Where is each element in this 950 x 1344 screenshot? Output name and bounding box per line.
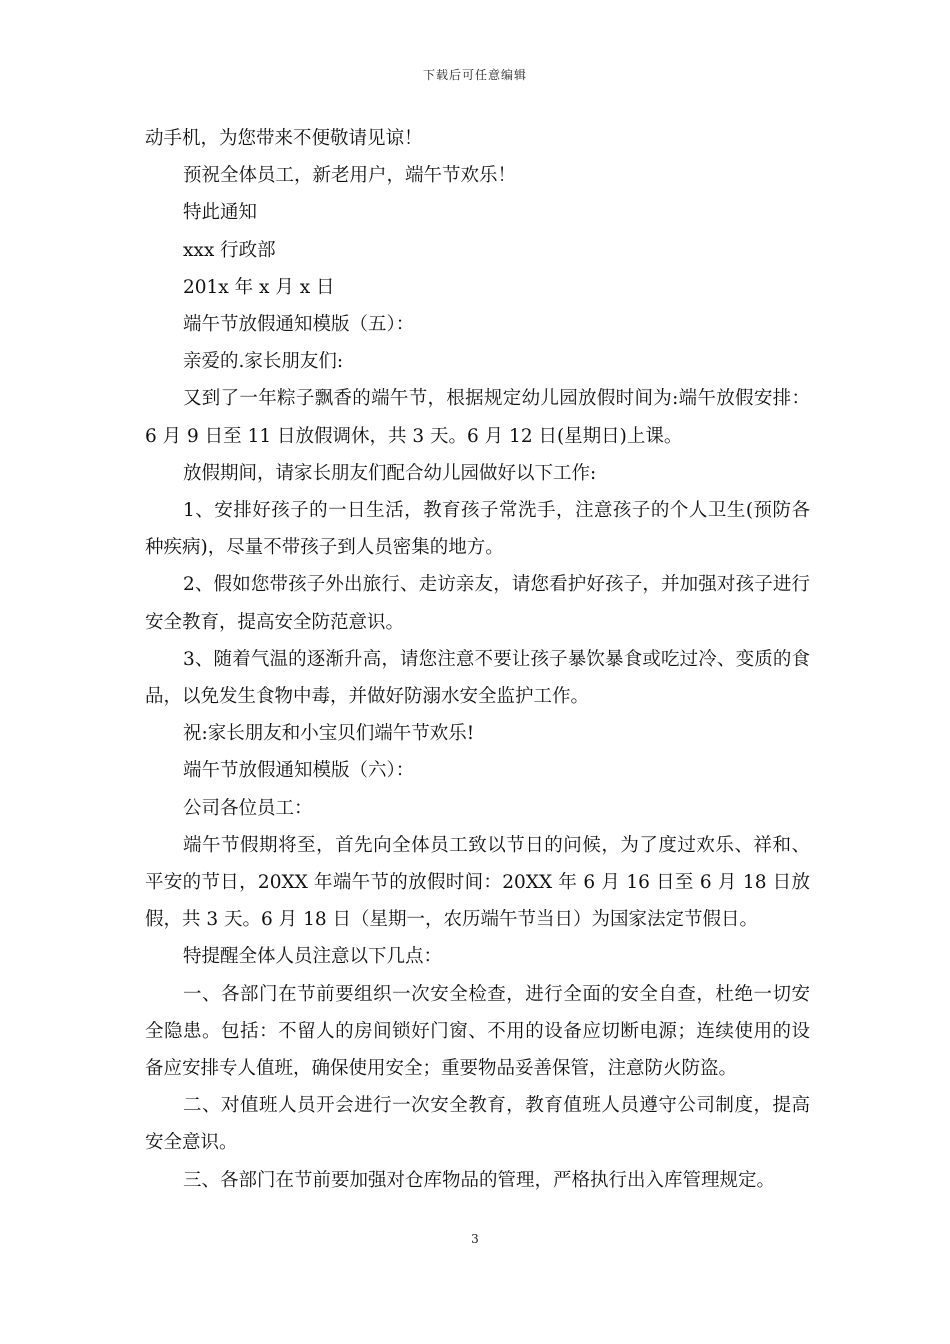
paragraph: 放假期间，请家长朋友们配合幼儿园做好以下工作:: [183, 462, 597, 484]
list-item: 二、对值班人员开会进行一次安全教育，教育值班人员遵守公司制度，提高安全意识。: [145, 1095, 810, 1154]
salutation: 亲爱的.家长朋友们:: [183, 351, 344, 373]
paragraph: 祝:家长朋友和小宝贝们端午节欢乐!: [183, 723, 475, 745]
section-heading: 端午节放假通知模版（五）：: [183, 314, 415, 336]
document-body: [145, 120, 810, 1199]
section-heading: 端午节放假通知模版（六）：: [183, 760, 415, 782]
paragraph: 端午节假期将至，首先向全体员工致以节日的问候，为了度过欢乐、祥和、平安的节日，20XX 年端午节的放假时间：20XX 年 6 月 16 日至 6 月 18 日放假，共 3 天。6 月 18 日（星期一，农历端午节当日）为国家法定节假日。: [145, 834, 810, 931]
paragraph: xxx 行政部: [183, 239, 276, 261]
paragraph: 特提醒全体人员注意以下几点：: [183, 946, 443, 968]
paragraph: 又到了一年粽子飘香的端午节，根据规定幼儿园放假时间为:端午放假安排：6 月 9 日至 11 日放假调休，共 3 天。6 月 12 日(星期日)上课。: [145, 388, 810, 447]
paragraph: 201x 年 x 月 x 日: [183, 276, 335, 298]
page-header: 下载后可任意编辑: [422, 68, 527, 82]
list-item: 一、各部门在节前要组织一次安全检查，进行全面的安全自查，杜绝一切安全隐患。包括：不留人的房间锁好门窗、不用的设备应切断电源；连续使用的设备应安排专人值班，确保使用安全；重要物品妥善保管，注意防火防盗。: [145, 983, 810, 1080]
page-number: 3: [471, 1232, 479, 1246]
list-item: 1、安排好孩子的一日生活，教育孩子常洗手，注意孩子的个人卫生(预防各种疾病)，尽量不带孩子到人员密集的地方。: [145, 500, 810, 559]
paragraph: 预祝全体员工，新老用户，端午节欢乐！: [183, 165, 517, 187]
salutation: 公司各位员工：: [183, 797, 313, 819]
paragraph: 动手机，为您带来不便敬请见谅！: [145, 128, 423, 149]
list-item: 2、假如您带孩子外出旅行、走访亲友，请您看护好孩子，并加强对孩子进行安全教育，提高安全防范意识。: [145, 574, 810, 633]
paragraph: 特此通知: [183, 202, 258, 224]
list-item: 三、各部门在节前要加强对仓库物品的管理，严格执行出入库管理规定。: [183, 1169, 776, 1191]
list-item: 3、随着气温的逐渐升高，请您注意不要让孩子暴饮暴食或吃过冷、变质的食品，以免发生食物中毒，并做好防溺水安全监护工作。: [145, 648, 810, 708]
